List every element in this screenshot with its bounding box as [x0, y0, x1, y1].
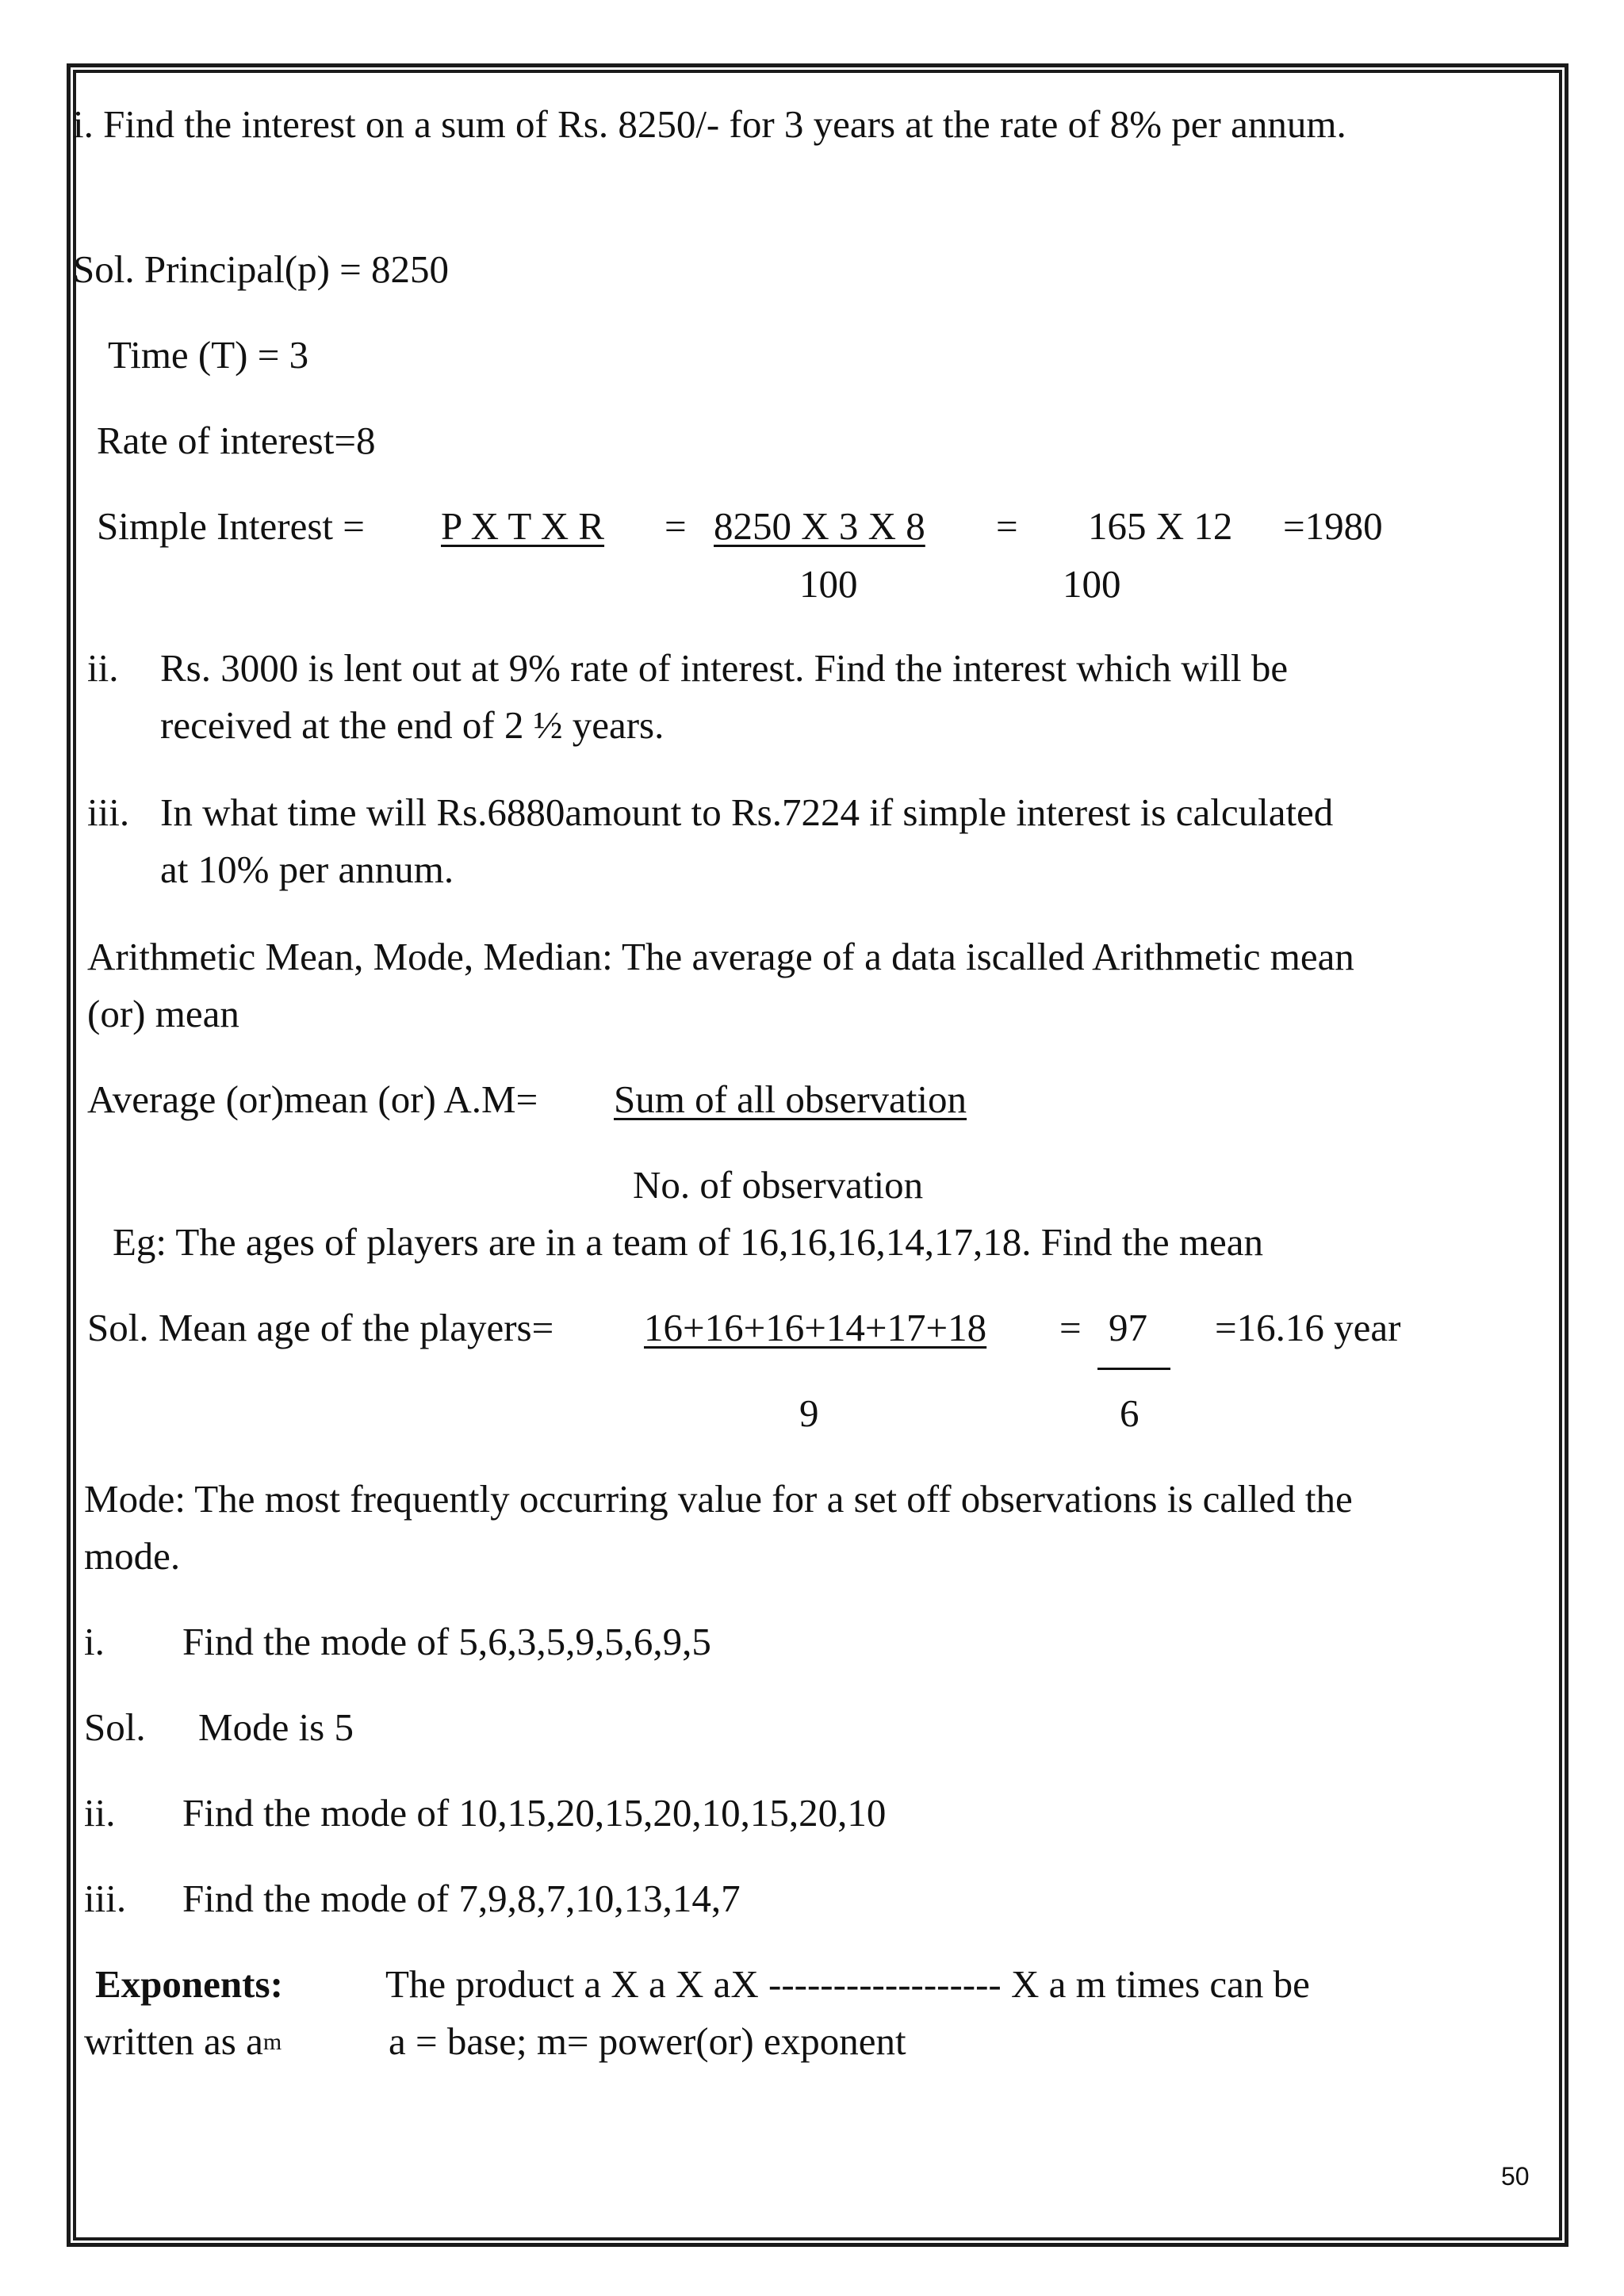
- mode-item-text: Find the mode of 7,9,8,7,10,13,14,7: [182, 1877, 741, 1920]
- sol1-eq1: =: [665, 504, 687, 548]
- question-2-line-2: received at the end of 2 ½ years.: [160, 703, 665, 747]
- exponent-m-superscript: m: [262, 2029, 282, 2055]
- question-3-line-1: In what time will Rs.6880amount to Rs.7224 if simple interest is calculated: [160, 790, 1334, 834]
- sol1-si-formula: P X T X R: [441, 504, 605, 548]
- am-solution-fraction-bar: [1097, 1368, 1170, 1370]
- sol1-denominator-1: 100: [799, 562, 858, 606]
- sol1-si-substituted: 8250 X 3 X 8: [714, 504, 925, 548]
- am-solution-value: 97: [1109, 1306, 1147, 1349]
- mode-item-text: Find the mode of 10,15,20,15,20,10,15,20,10: [182, 1791, 887, 1835]
- am-formula-denominator: No. of observation: [633, 1163, 924, 1207]
- am-solution-numerator: 16+16+16+14+17+18: [644, 1306, 987, 1349]
- sol1-eq2: =: [996, 504, 1018, 548]
- am-solution-denominator-2: 6: [1120, 1391, 1139, 1435]
- exponents-heading: Exponents:: [95, 1962, 283, 2006]
- am-example: Eg: The ages of players are in a team of 16,16,16,14,17,18. Find the mean: [113, 1220, 1264, 1264]
- sol1-si-simplified: 165 X 12: [1088, 504, 1233, 548]
- mode-item-text: Mode is 5: [198, 1705, 354, 1749]
- sol1-time: Time (T) = 3: [108, 333, 309, 377]
- am-solution-eq: =: [1059, 1306, 1082, 1349]
- exponents-line-2-end: a = base; m= power(or) exponent: [389, 2019, 906, 2063]
- question-3-number: iii.: [87, 790, 130, 834]
- question-1: i. Find the interest on a sum of Rs. 8250/- for 3 years at the rate of 8% per annum.: [73, 102, 1346, 146]
- exponents-line-2-start: [84, 2019, 282, 2063]
- am-solution-result: =16.16 year: [1215, 1306, 1401, 1349]
- mode-item-text: Find the mode of 5,6,3,5,9,5,6,9,5: [182, 1620, 711, 1663]
- mode-definition-line-2: mode.: [84, 1534, 181, 1578]
- mode-item-number: iii.: [84, 1877, 127, 1920]
- mode-definition-line-1: Mode: The most frequently occurring value for a set off observations is called the: [84, 1477, 1353, 1521]
- mode-item-number: i.: [84, 1620, 105, 1663]
- am-formula-numerator: Sum of all observation: [614, 1077, 967, 1121]
- am-definition-line-2: (or) mean: [87, 992, 239, 1035]
- sol1-si-label: Simple Interest =: [97, 504, 365, 548]
- am-solution-denominator-1: 9: [799, 1391, 819, 1435]
- question-2-line-1: Rs. 3000 is lent out at 9% rate of interest. Find the interest which will be: [160, 646, 1289, 690]
- exponents-line-1: The product a X a X aX ------------------ X a m times can be: [385, 1962, 1310, 2006]
- am-formula-label: Average (or)mean (or) A.M=: [87, 1077, 538, 1121]
- mode-item-number: Sol.: [84, 1705, 146, 1749]
- am-solution-label: Sol. Mean age of the players=: [87, 1306, 554, 1349]
- am-definition-line-1: Arithmetic Mean, Mode, Median: The average of a data iscalled Arithmetic mean: [87, 935, 1354, 978]
- question-3-line-2: at 10% per annum.: [160, 848, 454, 891]
- page-number: 50: [1501, 2162, 1530, 2191]
- question-2-number: ii.: [87, 646, 119, 690]
- sol1-denominator-2: 100: [1063, 562, 1121, 606]
- exponents-written-as: written as a: [84, 2019, 263, 2063]
- sol1-principal: Sol. Principal(p) = 8250: [73, 247, 450, 291]
- sol1-si-result: =1980: [1283, 504, 1383, 548]
- sol1-rate: Rate of interest=8: [97, 419, 376, 462]
- mode-item-number: ii.: [84, 1791, 116, 1835]
